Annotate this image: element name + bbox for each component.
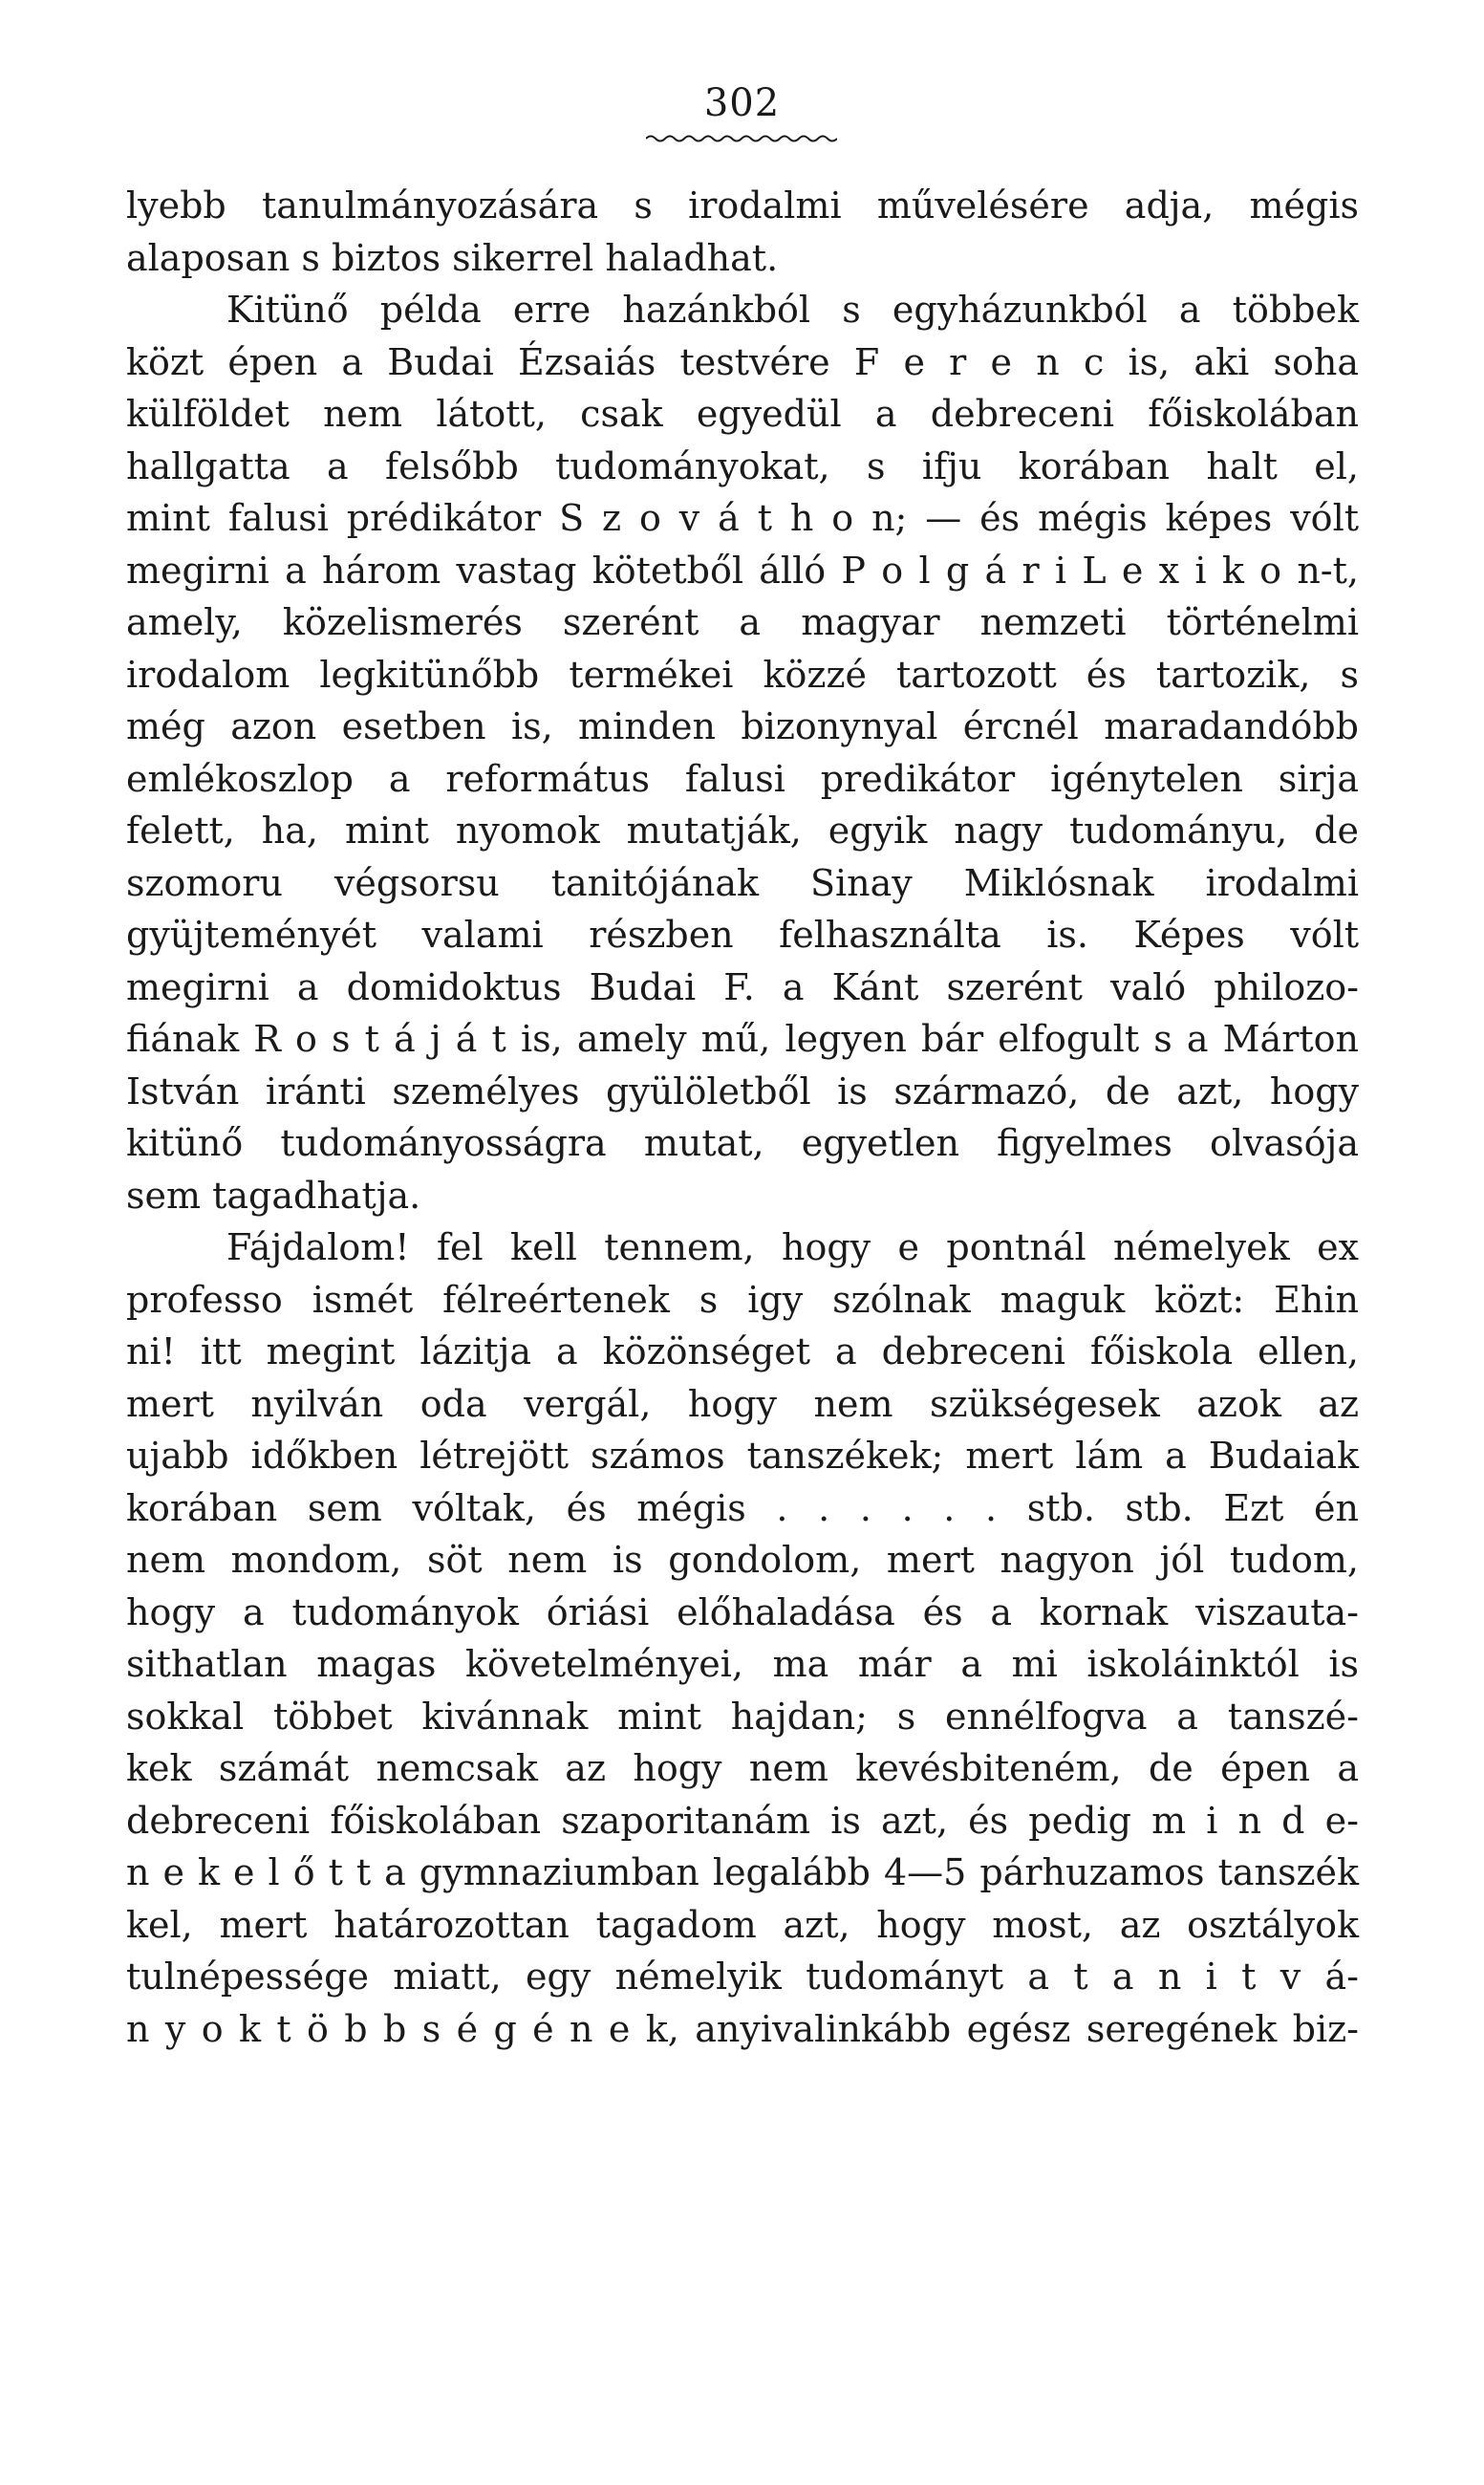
text-line: mert nyilván oda vergál, hogy nem szükségesek azok az bbox=[126, 1382, 1359, 1425]
text-line: sithatlan magas követelményei, ma már a mi iskoláinktól is bbox=[126, 1643, 1359, 1685]
text-line: kel, mert határozottan tagadom azt, hogy most, az osztályok bbox=[126, 1903, 1359, 1946]
text-line: Kitünő példa erre hazánkból s egyházunkból a többek bbox=[226, 289, 1359, 331]
text-line: irodalom legkitünőbb termékei közzé tartozott és tartozik, s bbox=[126, 653, 1359, 696]
text-line: korában sem vóltak, és mégis . . . . . . stb. stb. Ezt én bbox=[126, 1486, 1359, 1529]
wavy-rule-ornament bbox=[646, 132, 837, 145]
text-line: közt épen a Budai Ézsaiás testvére F e r e n c is, aki soha bbox=[126, 340, 1359, 383]
text-line: külföldet nem látott, csak egyedül a debreceni főiskolában bbox=[126, 393, 1359, 435]
text-line: István iránti személyes gyülöletből is származó, de azt, hogy bbox=[126, 1070, 1359, 1113]
text-line: ujabb időkben létrejött számos tanszékek; mert lám a Budaiak bbox=[126, 1435, 1359, 1477]
text-line: megirni a három vastag kötetből álló P o l g á r i L e x i k o n-t, bbox=[126, 549, 1359, 592]
text-line: sem tagadhatja. bbox=[126, 1174, 421, 1217]
text-line: gyüjteményét valami részben felhasználta is. Képes vólt bbox=[126, 914, 1359, 956]
text-line: hogy a tudományok óriási előhaladása és a kornak viszauta- bbox=[126, 1590, 1359, 1633]
text-line: n e k e l ő t t a gymnaziumban legalább 4—5 párhuzamos tanszék bbox=[126, 1851, 1359, 1893]
text-line: hallgatta a felsőbb tudományokat, s ifju korában halt el, bbox=[126, 444, 1359, 487]
text-line: mint falusi prédikátor S z o v á t h o n; — és mégis képes vólt bbox=[126, 497, 1359, 539]
text-line: Fájdalom! fel kell tennem, hogy e pontnál némelyek ex bbox=[226, 1226, 1359, 1268]
text-line: debreceni főiskolában szaporitanám is azt, és pedig m i n d e- bbox=[126, 1799, 1359, 1842]
text-line: alaposan s biztos sikerrel haladhat. bbox=[126, 236, 779, 279]
text-line: professo ismét félreértenek s igy szólnak maguk közt: Ehin bbox=[126, 1278, 1359, 1321]
text-line: amely, közelismerés szerént a magyar nemzeti történelmi bbox=[126, 601, 1359, 643]
text-line: sokkal többet kivánnak mint hajdan; s ennélfogva a tanszé- bbox=[126, 1695, 1359, 1738]
text-line: lyebb tanulmányozására s irodalmi művelésére adja, mégis bbox=[126, 184, 1359, 227]
text-line: szomoru végsorsu tanitójának Sinay Miklósnak irodalmi bbox=[126, 861, 1359, 904]
page-number: 302 bbox=[703, 81, 781, 125]
text-line: felett, ha, mint nyomok mutatják, egyik nagy tudományu, de bbox=[126, 810, 1359, 852]
text-line: emlékoszlop a református falusi predikátor igénytelen sirja bbox=[126, 757, 1359, 800]
text-line: tulnépessége miatt, egy némelyik tudományt a t a n i t v á- bbox=[126, 1956, 1359, 1998]
text-line: kek számát nemcsak az hogy nem kevésbiteném, de épen a bbox=[126, 1747, 1359, 1789]
body-text bbox=[126, 180, 1359, 2055]
text-line: még azon esetben is, minden bizonynyal ércnél maradandóbb bbox=[126, 705, 1359, 747]
text-line: megirni a domidoktus Budai F. a Kánt szerént való philozo- bbox=[126, 965, 1359, 1008]
text-line: ni! itt megint lázitja a közönséget a debreceni főiskola ellen, bbox=[126, 1330, 1359, 1372]
text-line: kitünő tudományosságra mutat, egyetlen figyelmes olvasója bbox=[126, 1122, 1359, 1164]
text-line: n y o k t ö b b s é g é n e k, anyivalinkább egész seregének biz- bbox=[126, 2007, 1359, 2050]
text-line: fiának R o s t á j á t is, amely mű, legyen bár elfogult s a Márton bbox=[126, 1018, 1359, 1060]
text-line: nem mondom, söt nem is gondolom, mert nagyon jól tudom, bbox=[126, 1539, 1359, 1581]
